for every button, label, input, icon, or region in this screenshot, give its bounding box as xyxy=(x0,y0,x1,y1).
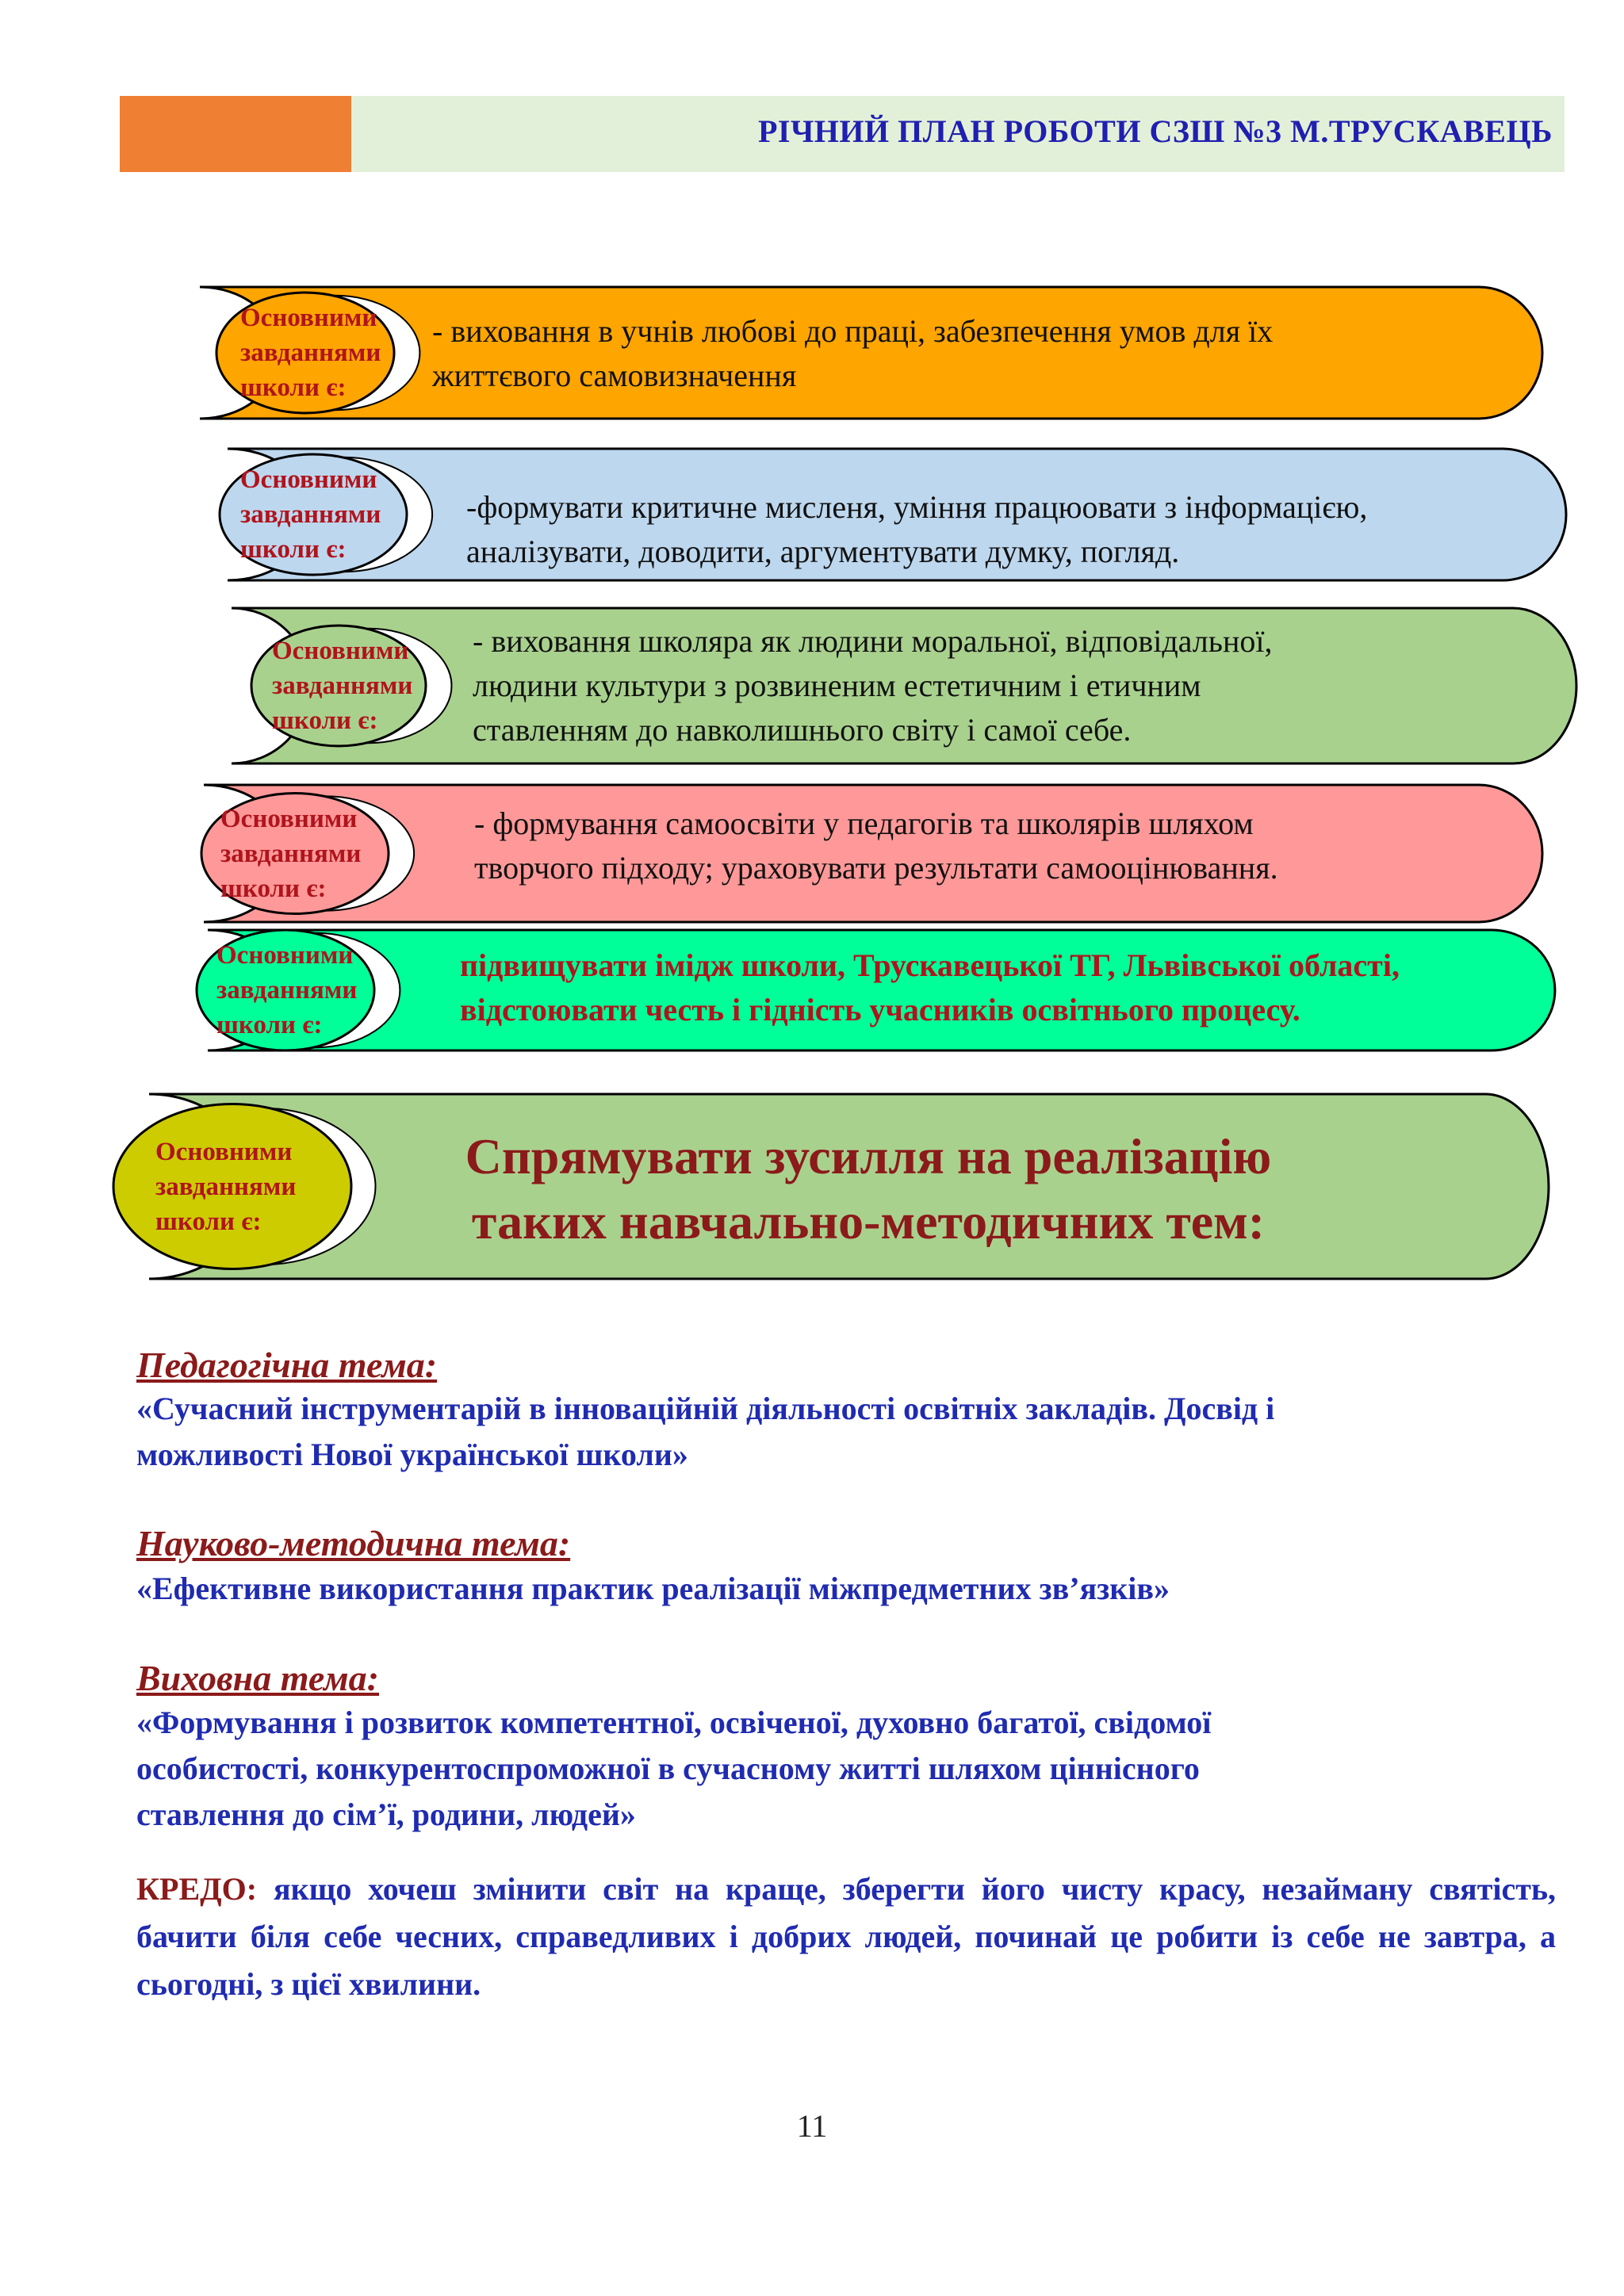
main-task-line: Спрямувати зусилля на реалізацію xyxy=(465,1128,1272,1184)
badge-line: Основними xyxy=(155,1137,293,1166)
task-line: відстоювати честь і гідність учасників освітнього процесу. xyxy=(460,992,1300,1027)
theme-heading-educational: Виховна тема: xyxy=(136,1658,379,1698)
credo-text: якщо хочеш змінити світ на краще, зберегти його чисту красу, незайману святість, бачити біля себе чесних, справедливих і добрих людей, починай це робити із себе не завтра, а сьогодні, з цієї хвилини. xyxy=(136,1871,1557,2002)
task-line: -формувати критичне мисленя, уміння працюовати з інформацією, xyxy=(466,489,1368,525)
badge-line: школи є: xyxy=(240,373,347,402)
task-line: - виховання школяра як людини моральної, відповідальної, xyxy=(473,623,1273,659)
task-badge-label xyxy=(240,462,381,567)
badge-line: завданнями xyxy=(240,500,381,529)
theme-line: «Сучасний інструментарій в інноваційній діяльності освітніх закладів. Досвід і xyxy=(136,1391,1275,1426)
theme-body-educational xyxy=(136,1700,1556,1838)
theme-line: ставлення до сім’ї, родини, людей» xyxy=(136,1797,636,1832)
badge-line: школи є: xyxy=(240,535,347,564)
task-badge-label xyxy=(272,633,412,738)
task-line: життєвого самовизначення xyxy=(432,358,797,393)
badge-line: Основними xyxy=(220,804,358,833)
badge-line: завданнями xyxy=(272,672,413,700)
task-description xyxy=(466,485,1367,574)
badge-line: завданнями xyxy=(216,976,358,1004)
task-description xyxy=(460,943,1400,1032)
badge-line: школи є: xyxy=(220,874,327,903)
task-badge-label xyxy=(220,802,361,906)
credo-label: КРЕДО: xyxy=(136,1871,258,1907)
task-line: ставленням до навколишнього світу і самої себе. xyxy=(473,712,1132,748)
task-line: творчого підходу; ураховувати результати самооцінювання. xyxy=(474,850,1278,886)
theme-line: «Ефективне використання практик реалізації міжпредметних зв’язків» xyxy=(136,1571,1170,1606)
task-line: підвищувати імідж школи, Трускавецької ТГ, Львівської області, xyxy=(460,947,1400,983)
badge-line: школи є: xyxy=(272,706,378,735)
credo-paragraph xyxy=(136,1866,1556,2008)
task-description xyxy=(473,619,1273,752)
theme-line: можливості Нової української школи» xyxy=(136,1437,688,1472)
task-line: - формування самоосвіти у педагогів та школярів шляхом xyxy=(474,806,1254,841)
theme-body-pedagogical xyxy=(136,1386,1556,1478)
badge-line: школи є: xyxy=(216,1011,323,1039)
badge-line: завданнями xyxy=(155,1172,297,1201)
badge-line: Основними xyxy=(216,941,354,970)
theme-heading-methodical: Науково-методична тема: xyxy=(136,1523,571,1563)
badge-line: завданнями xyxy=(220,839,362,868)
task-line: - виховання в учнів любові до праці, забезпечення умов для їх xyxy=(432,313,1274,349)
task-badge-label xyxy=(240,300,381,405)
task-line: людини культури з розвиненим естетичним і етичним xyxy=(473,668,1201,703)
badge-line: Основними xyxy=(240,465,377,494)
theme-heading-pedagogical: Педагогічна тема: xyxy=(136,1345,438,1385)
task-line: аналізувати, доводити, аргументувати думку, погляд. xyxy=(466,534,1180,569)
theme-line: «Формування і розвиток компетентної, освіченої, духовно багатої, свідомої xyxy=(136,1705,1212,1740)
main-task-badge-label xyxy=(155,1135,296,1239)
page-header-title: РІЧНИЙ ПЛАН РОБОТИ СЗШ №3 М.ТРУСКАВЕЦЬ xyxy=(757,113,1553,149)
theme-line: особистості, конкурентоспроможної в сучасному житті шляхом ціннісного xyxy=(136,1751,1200,1786)
badge-line: школи є: xyxy=(155,1207,262,1236)
task-badge-label xyxy=(216,938,357,1043)
badge-line: Основними xyxy=(272,637,409,665)
theme-body-methodical xyxy=(136,1566,1556,1612)
page-number: 11 xyxy=(796,2108,828,2144)
main-task-line: таких навчально-методичних тем: xyxy=(471,1193,1266,1249)
task-description xyxy=(474,802,1278,890)
task-description xyxy=(432,309,1273,398)
badge-line: завданнями xyxy=(240,339,381,367)
badge-line: Основними xyxy=(240,304,377,332)
main-task-text xyxy=(393,1124,1344,1254)
